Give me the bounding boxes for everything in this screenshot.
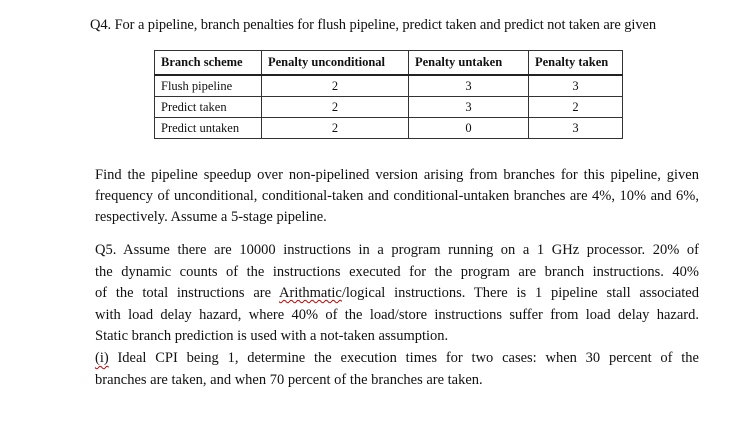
- q5-line: Static branch prediction is used with a not-taken assumption.: [95, 328, 449, 345]
- q5-paragraph: [95, 240, 699, 391]
- q5-text: /logical instructions. There is 1 pipeline stall associated: [341, 285, 699, 302]
- q5-text: Ideal CPI being 1, determine the execution times for two cases: when 30 percent of the: [108, 349, 699, 366]
- cell-scheme: Flush pipeline: [155, 75, 262, 97]
- table-row: [155, 75, 623, 97]
- q5-line: Q5. Assume there are 10000 instructions in a program running on a 1 GHz processor. 20% of: [95, 242, 699, 258]
- header-branch-scheme: Branch scheme: [155, 51, 262, 76]
- spellcheck-flagged-marker[interactable]: (i): [95, 349, 109, 366]
- header-penalty-unconditional: Penalty unconditional: [262, 51, 409, 76]
- find-line: respectively. Assume a 5-stage pipeline.: [95, 209, 327, 225]
- cell-unconditional: 2: [262, 75, 409, 97]
- q5-line: [95, 348, 699, 370]
- q5-line: with load delay hazard, where 40% of the load/store instructions suffer from load delay hazard.: [95, 306, 699, 323]
- spellcheck-flagged-word[interactable]: Arithmatic: [279, 285, 342, 302]
- q5-line: the dynamic counts of the instructions executed for the program are branch instructions. 40%: [95, 263, 699, 280]
- cell-taken: 3: [529, 118, 623, 139]
- q4-find-paragraph: [95, 165, 699, 228]
- q5-text: of the total instructions are: [95, 285, 280, 302]
- cell-untaken: 3: [409, 75, 529, 97]
- cell-untaken: 0: [409, 118, 529, 139]
- cell-unconditional: 2: [262, 118, 409, 139]
- header-penalty-taken: Penalty taken: [529, 51, 623, 76]
- cell-unconditional: 2: [262, 97, 409, 118]
- cell-scheme: Predict untaken: [155, 118, 262, 139]
- cell-taken: 2: [529, 97, 623, 118]
- q5-line: [95, 283, 699, 305]
- find-line: frequency of unconditional, conditional-taken and conditional-untaken branches are 4%, 10% and 6%,: [95, 188, 699, 204]
- q5-line: branches are taken, and when 70 percent of the branches are taken.: [95, 371, 483, 388]
- q4-question-title: Q4. For a pipeline, branch penalties for flush pipeline, predict taken and predict not taken are given: [90, 17, 656, 33]
- cell-scheme: Predict taken: [155, 97, 262, 118]
- table-header-row: [155, 51, 623, 76]
- table-row: [155, 118, 623, 139]
- cell-untaken: 3: [409, 97, 529, 118]
- find-line: Find the pipeline speedup over non-pipelined version arising from branches for this pipeline, given: [95, 167, 699, 183]
- cell-taken: 3: [529, 75, 623, 97]
- table-row: [155, 97, 623, 118]
- header-penalty-untaken: Penalty untaken: [409, 51, 529, 76]
- branch-penalty-table: [154, 50, 623, 139]
